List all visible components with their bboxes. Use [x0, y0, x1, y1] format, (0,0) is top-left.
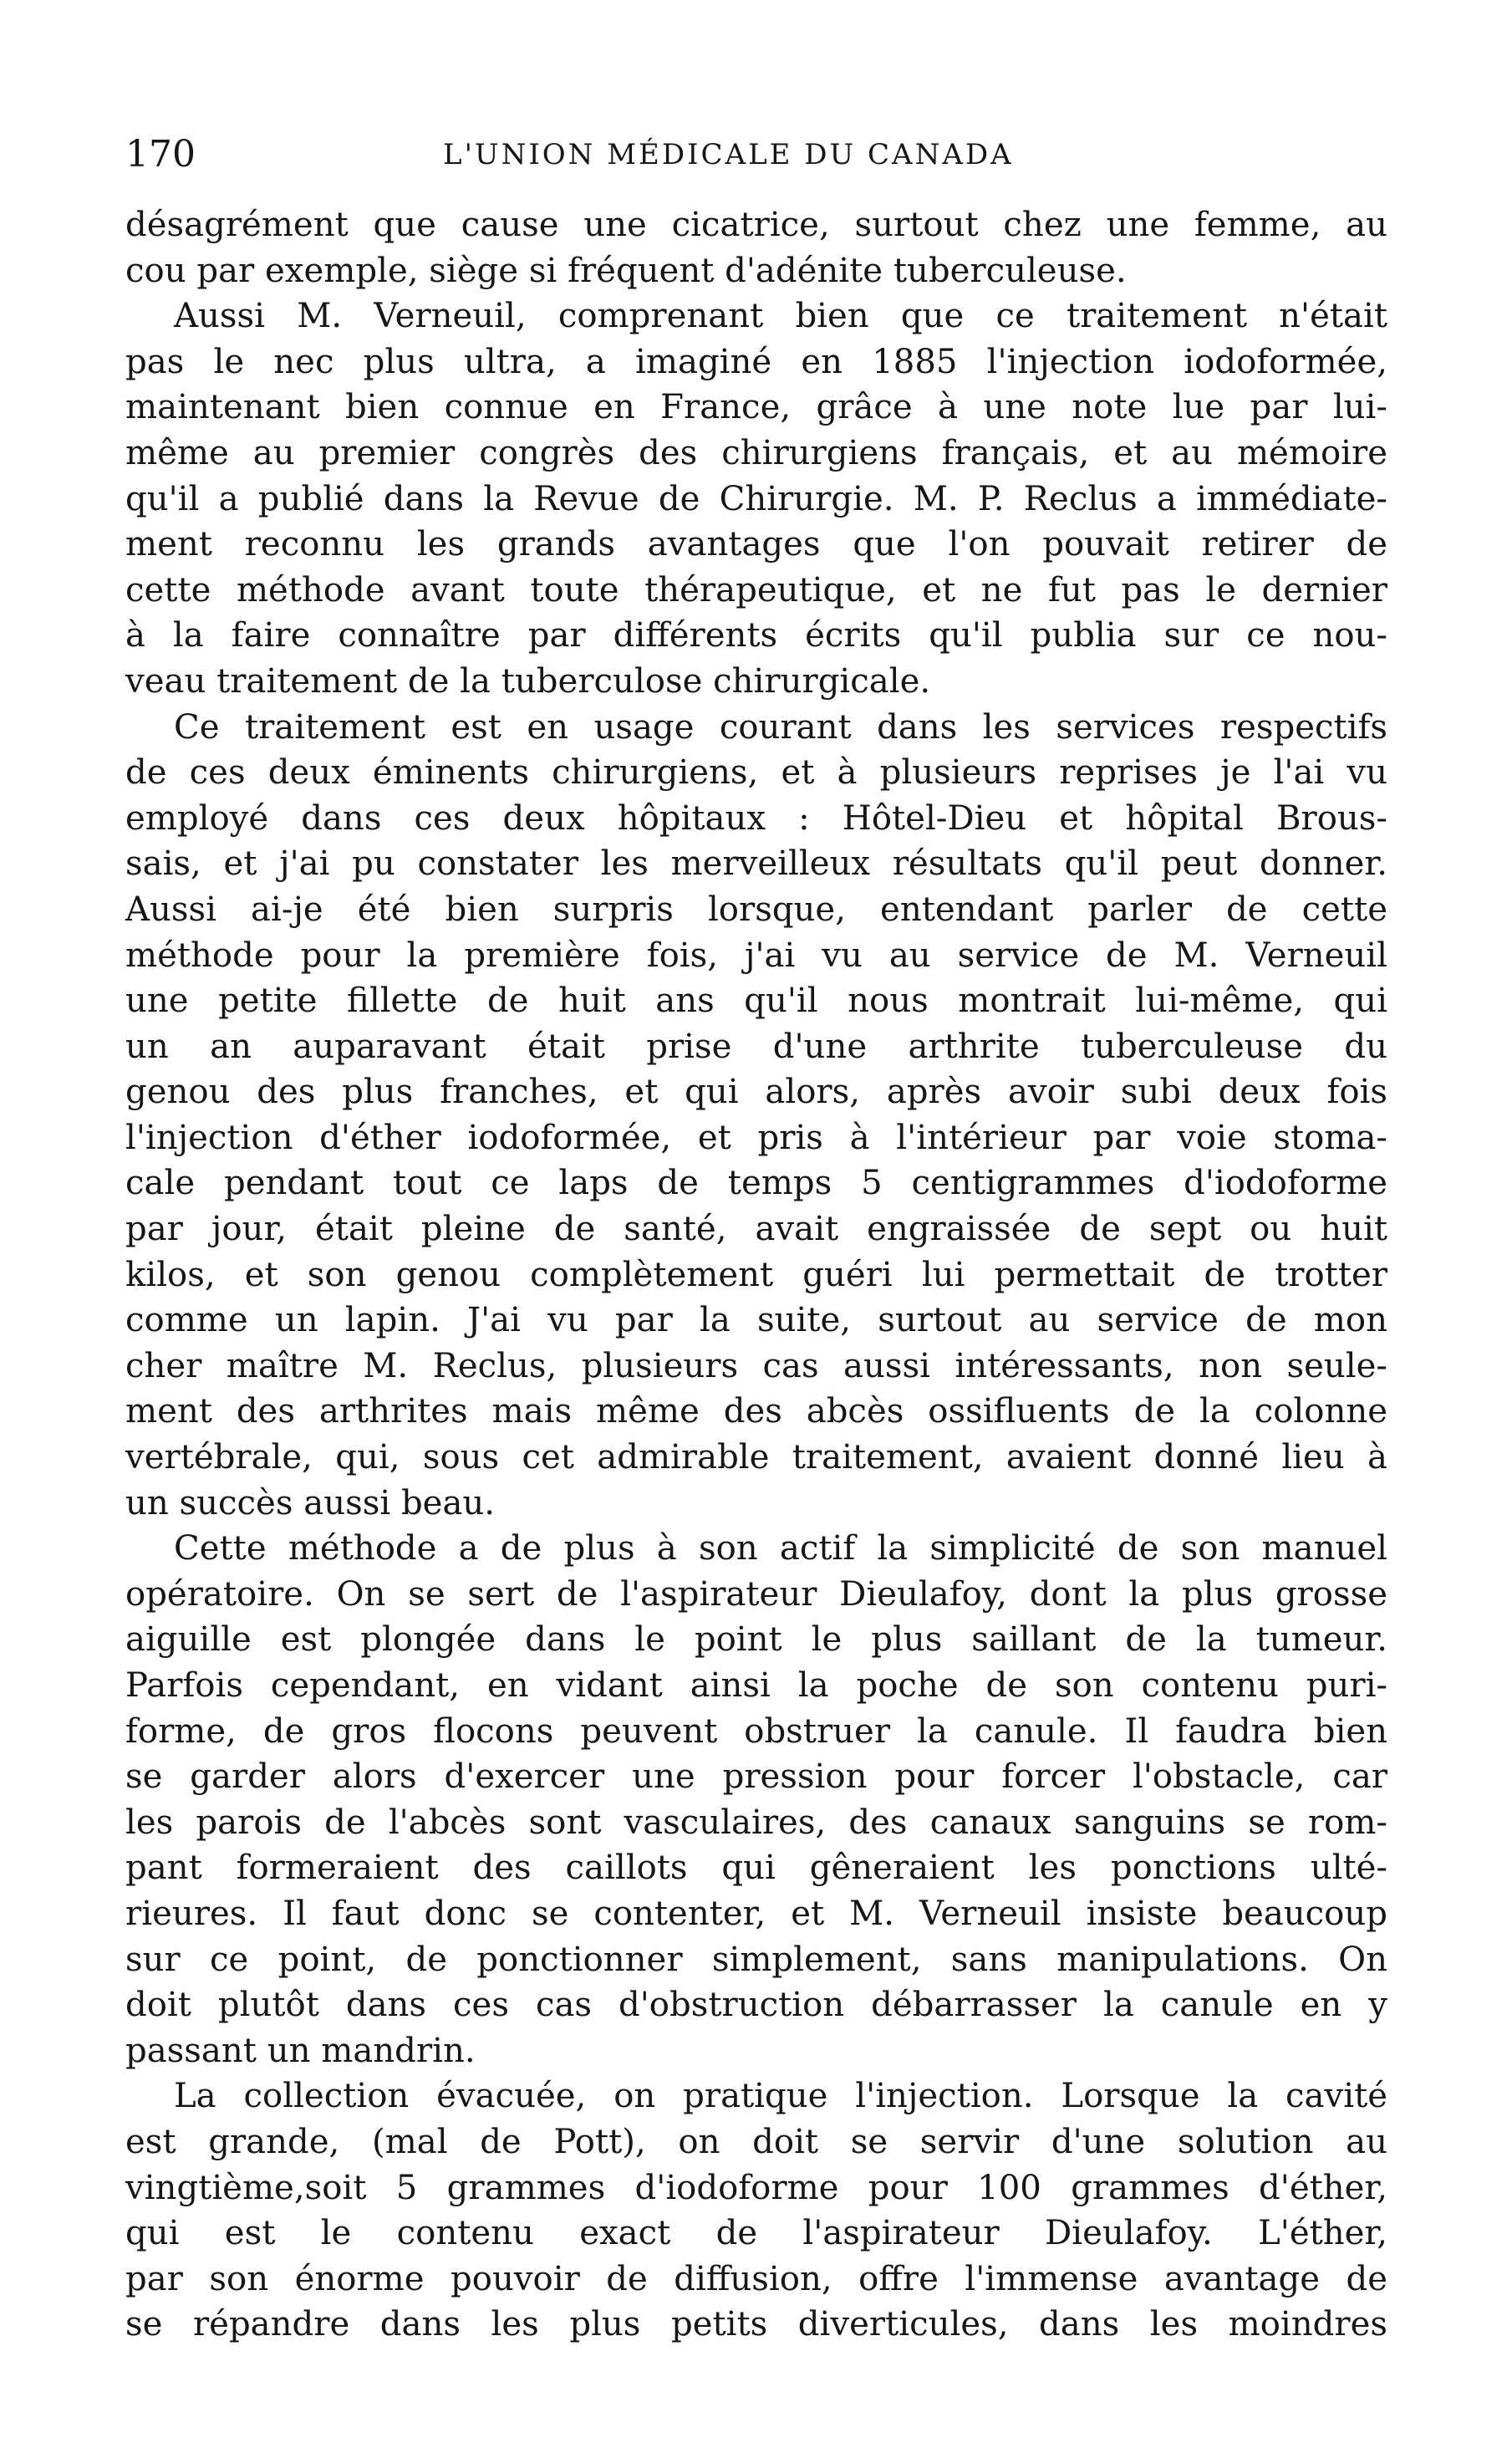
text-line: désagrément que cause une cicatrice, surtout chez une femme, au — [125, 206, 1387, 244]
text-line: sur ce point, de ponctionner simplement, sans manipulations. On — [125, 1940, 1387, 1979]
text-line: doit plutôt dans ces cas d'obstruction débarrasser la canule en y — [125, 1986, 1387, 2025]
text-line: Cette méthode a de plus à son actif la simplicité de son manuel — [174, 1529, 1387, 1568]
text-line: à la faire connaître par différents écrits qu'il publia sur ce nou- — [125, 616, 1387, 655]
text-line: kilos, et son genou complètement guéri lui permettait de trotter — [125, 1255, 1387, 1294]
text-line: employé dans ces deux hôpitaux : Hôtel-Dieu et hôpital Brous- — [125, 798, 1387, 838]
text-line: pas le nec plus ultra, a imaginé en 1885 l'injection iodoformée, — [125, 342, 1387, 381]
text-line: maintenant bien connue en France, grâce à une note lue par lui- — [125, 388, 1387, 427]
text-line: cale pendant tout ce laps de temps 5 centigrammes d'iodoforme — [125, 1164, 1387, 1203]
text-line: qui est le contenu exact de l'aspirateur Dieulafoy. L'éther, — [125, 2214, 1387, 2253]
text-line: par son énorme pouvoir de diffusion, offre l'immense avantage de — [125, 2259, 1387, 2298]
page-number: 170 — [125, 133, 196, 176]
text-line: vertébrale, qui, sous cet admirable traitement, avaient donné lieu à — [125, 1438, 1387, 1477]
text-line: par jour, était pleine de santé, avait engraissée de sept ou huit — [125, 1210, 1387, 1249]
text-line: rieures. Il faut donc se contenter, et M. Verneuil insiste beaucoup — [125, 1894, 1387, 1933]
article-body — [125, 202, 1387, 2348]
text-line: cher maître M. Reclus, plusieurs cas aussi intéressants, non seule- — [125, 1346, 1387, 1385]
text-line: vingtième,soit 5 grammes d'iodoforme pour 100 grammes d'éther, — [125, 2168, 1387, 2207]
running-head: L'UNION MÉDICALE DU CANADA — [443, 138, 1014, 171]
text-line: forme, de gros flocons peuvent obstruer la canule. Il faudra bien — [125, 1711, 1387, 1751]
text-line: une petite fillette de huit ans qu'il nous montrait lui-même, qui — [125, 982, 1387, 1021]
text-line: comme un lapin. J'ai vu par la suite, surtout au service de mon — [125, 1301, 1387, 1340]
text-line: Aussi ai-je été bien surpris lorsque, entendant parler de cette — [125, 890, 1387, 929]
text-line: de ces deux éminents chirurgiens, et à plusieurs reprises je l'ai vu — [125, 753, 1387, 793]
text-line: un an auparavant était prise d'une arthrite tuberculeuse du — [125, 1027, 1387, 1066]
text-line: ment reconnu les grands avantages que l'on pouvait retirer de — [125, 525, 1387, 564]
text-line: l'injection d'éther iodoformée, et pris à l'intérieur par voie stoma- — [125, 1118, 1387, 1157]
text-line: se répandre dans les plus petits diverticules, dans les moindres — [125, 2305, 1387, 2344]
text-line: La collection évacuée, on pratique l'injection. Lorsque la cavité — [174, 2077, 1387, 2116]
text-line: sais, et j'ai pu constater les merveilleux résultats qu'il peut donner. — [125, 844, 1387, 884]
text-line: est grande, (mal de Pott), on doit se servir d'une solution au — [125, 2122, 1387, 2161]
text-line: opératoire. On se sert de l'aspirateur Dieulafoy, dont la plus grosse — [125, 1574, 1387, 1614]
text-line: les parois de l'abcès sont vasculaires, des canaux sanguins se rom- — [125, 1803, 1387, 1842]
text-line: pant formeraient des caillots qui gêneraient les ponctions ulté- — [125, 1849, 1387, 1888]
text-line: veau traitement de la tuberculose chirurgicale. — [125, 661, 931, 701]
page-header — [125, 125, 1379, 184]
text-line: se garder alors d'exercer une pression pour forcer l'obstacle, car — [125, 1757, 1387, 1797]
text-line: cou par exemple, siège si fréquent d'adénite tuberculeuse. — [125, 251, 1127, 290]
text-line: aiguille est plongée dans le point le plus saillant de la tumeur. — [125, 1620, 1387, 1660]
text-line: ment des arthrites mais même des abcès ossifluents de la colonne — [125, 1392, 1387, 1431]
text-line: cette méthode avant toute thérapeutique, et ne fut pas le dernier — [125, 570, 1387, 609]
text-line: passant un mandrin. — [125, 2031, 476, 2070]
text-line: un succès aussi beau. — [125, 1483, 496, 1522]
text-line: genou des plus franches, et qui alors, après avoir subi deux fois — [125, 1073, 1387, 1112]
text-line: même au premier congrès des chirurgiens français, et au mémoire — [125, 433, 1387, 472]
text-line: Ce traitement est en usage courant dans les services respectifs — [174, 707, 1387, 747]
text-line: méthode pour la première fois, j'ai vu au service de M. Verneuil — [125, 936, 1387, 975]
text-line: Aussi M. Verneuil, comprenant bien que ce traitement n'était — [174, 297, 1387, 336]
text-line: Parfois cependant, en vidant ainsi la poche de son contenu puri- — [125, 1666, 1387, 1705]
text-line: qu'il a publié dans la Revue de Chirurgie. M. P. Reclus a immédiate- — [125, 479, 1387, 518]
